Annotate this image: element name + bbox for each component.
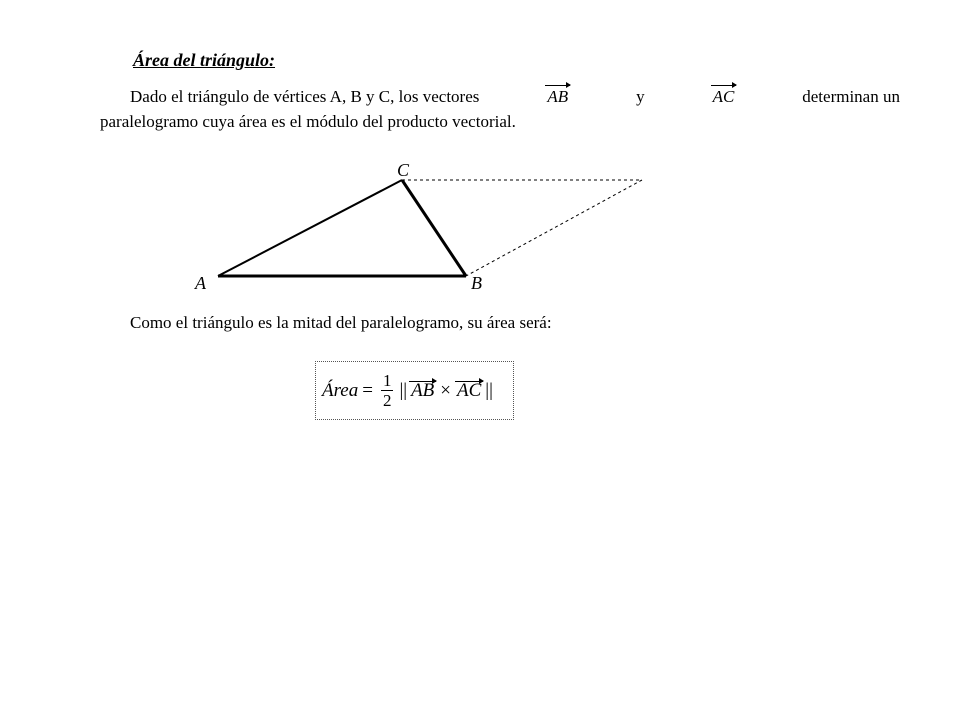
vector-ab-label: AB (545, 84, 570, 109)
formula-lhs: Área (322, 379, 359, 401)
vertex-label-c: C (397, 160, 410, 180)
area-formula-box (315, 361, 514, 420)
cross-product-operator: × (440, 379, 451, 401)
formula-vector-ab: AB (411, 379, 435, 401)
formula-equals: = (362, 379, 373, 401)
norm-close: || (485, 379, 493, 401)
paragraph-line-2: paralelogramo cuya área es el módulo del producto vectorial. (100, 112, 516, 131)
conclusion-sentence: Como el triángulo es la mitad del paralelogramo, su área será: (130, 313, 552, 332)
formula-vector-ac: AC (457, 379, 482, 401)
norm-open: || (399, 379, 408, 401)
vertex-label-b: B (471, 273, 482, 293)
paragraph-line-1 (100, 84, 900, 109)
triangle-side-bc (402, 180, 466, 276)
fraction-numerator: 1 (382, 371, 392, 390)
intro-paragraph (100, 84, 900, 134)
paragraph-intro-text: Dado el triángulo de vértices A, B y C, los vectores (130, 87, 480, 106)
parallelogram-edge-right (466, 180, 642, 276)
vector-ac-label: AC (711, 84, 737, 109)
vertex-label-a: A (195, 273, 206, 293)
fraction-denominator: 2 (382, 391, 392, 410)
triangle-figure (190, 155, 660, 300)
section-heading: Área del triángulo: (133, 50, 276, 70)
paragraph-conjunction: y (636, 87, 645, 106)
formula-fraction (381, 371, 394, 410)
triangle-side-ac (218, 180, 402, 276)
paragraph-verb-text: determinan un (802, 87, 900, 106)
